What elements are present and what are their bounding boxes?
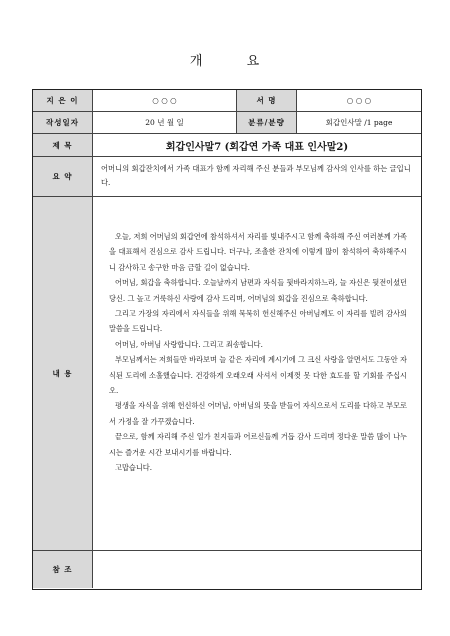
subject-value: 회갑인사말7 (회갑연 가족 대표 인사말2) bbox=[165, 141, 349, 153]
content-paragraphs bbox=[109, 229, 407, 476]
date-label: 작성일자 bbox=[33, 112, 93, 133]
summary-row bbox=[33, 157, 421, 197]
content-paragraph: 끝으로, 함께 자리해 주신 일가 친지들과 어르신들께 거듭 감사 드리며 정다운 말씀 많이 나누시는 즐거운 시간 보내시기를 바랍니다. bbox=[109, 432, 407, 457]
reference-label: 참 조 bbox=[33, 551, 93, 588]
category-value: 회갑인사말 /1 page bbox=[325, 118, 393, 127]
subject-label: 제 목 bbox=[33, 134, 93, 156]
summary-label: 요 약 bbox=[33, 157, 93, 196]
reference-row bbox=[33, 551, 421, 588]
content-paragraph: 오늘, 저희 어머님의 회갑연에 참석하셔서 자리를 빛내주시고 함께 축하해 주신 여러분께 가족을 대표해서 진심으로 감사 드립니다. 더구나, 조촐한 잔치에 이렇게 많이 참석하여 축하해주시니 감사하고 송구한 마음 금할 길이 없습니다. bbox=[109, 232, 407, 272]
subject-row bbox=[33, 134, 421, 157]
content-paragraph: 어머님, 회갑을 축하합니다. 오늘날까지 남편과 자식들 뒷바라지하느라, 늘 자신은 뒷전이셨던 당신. 그 높고 거룩하신 사랑에 감사 드리며, 어머님의 회갑을 진심으로 축하합니다. bbox=[109, 278, 407, 303]
category-label: 분류/분량 bbox=[237, 112, 297, 133]
date-value: 20 년 월 일 bbox=[93, 112, 237, 133]
summary-value: 어머니의 회갑잔치에서 가족 대표가 함께 자리해 주신 분들과 부모님께 감사의 인사를 하는 글입니다. bbox=[101, 164, 411, 187]
content-paragraph: 평생을 자식을 위해 헌신하신 어머님, 아버님의 뜻을 받들어 자식으로서 도리를 다하고 부모로서 가정을 잘 가꾸겠습니다. bbox=[109, 401, 407, 426]
content-paragraph: 고맙습니다. bbox=[115, 463, 153, 473]
document-title: 개 요 bbox=[189, 54, 261, 69]
content-paragraph: 부모님께서는 저희들만 바라보며 늘 같은 자리에 계시기에 그 크신 사랑을 알면서도 그동안 자식된 도리에 소홀했습니다. 건강하게 오래오래 사셔서 이제껏 못 다한 효도를 할 기회를 주십시오. bbox=[109, 355, 407, 396]
name-label: 서 명 bbox=[237, 90, 297, 111]
content-body bbox=[93, 197, 421, 550]
author-row bbox=[33, 90, 421, 112]
content-row bbox=[33, 197, 421, 551]
content-paragraph: 그리고 가장의 자리에서 자식들을 위해 묵묵히 헌신해주신 아버님께도 이 자리를 빌려 감사의 말씀을 드립니다. bbox=[109, 309, 407, 334]
date-row bbox=[33, 112, 421, 134]
author-value: ○ ○ ○ bbox=[93, 90, 237, 111]
content-label: 내 용 bbox=[33, 197, 93, 550]
author-label: 지 은 이 bbox=[33, 90, 93, 111]
document-form bbox=[32, 89, 422, 590]
reference-value bbox=[93, 551, 421, 588]
content-paragraph: 어머님, 아버님 사랑합니다. 그리고 죄송합니다. bbox=[115, 339, 263, 349]
name-value: ○ ○ ○ bbox=[346, 96, 372, 105]
